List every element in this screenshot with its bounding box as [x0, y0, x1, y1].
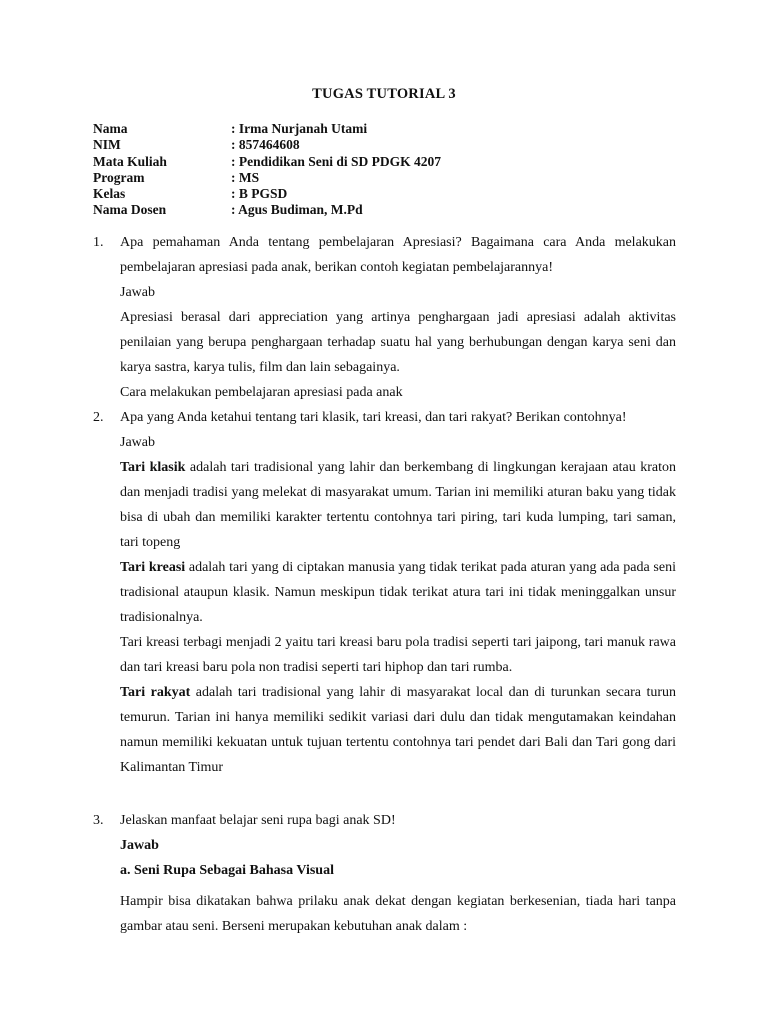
question-number: 3.: [93, 813, 104, 828]
identity-value: : Irma Nurjanah Utami: [231, 121, 368, 136]
answer-paragraph-klasik: [120, 455, 676, 555]
section-subheading: a. Seni Rupa Sebagai Bahasa Visual: [120, 863, 334, 878]
question-text: Apa yang Anda ketahui tentang tari klasik, tari kreasi, dan tari rakyat? Berikan contohnya!: [120, 410, 627, 425]
identity-value: : 857464608: [231, 137, 300, 153]
question-3: [93, 808, 676, 939]
answer-paragraph: Apresiasi berasal dari appreciation yang artinya penghargaan jadi apresiasi adalah aktivitas penilaian yang berupa penghargaan terhadap suatu hal yang berhubungan dengan karya seni dan karya sastra, karya tulis, film dan lain sebagainya.: [120, 310, 676, 375]
answer-label: Jawab: [120, 838, 159, 853]
question-number: 1.: [93, 235, 104, 250]
answer-label: Jawab: [120, 435, 155, 450]
answer-paragraph: Hampir bisa dikatakan bahwa prilaku anak dekat dengan kegiatan berkesenian, tiada hari tanpa gambar atau seni. Berseni merupakan kebutuhan anak dalam :: [120, 894, 676, 934]
identity-label: Nama: [93, 121, 128, 136]
question-body: [120, 230, 676, 405]
question-text: Apa pemahaman Anda tentang pembelajaran Apresiasi? Bagaimana cara Anda melakukan pembelajaran apresiasi pada anak, berikan contoh kegiatan pembelajarannya!: [120, 235, 676, 275]
question-body: [120, 808, 676, 939]
identity-label: Nama Dosen: [93, 202, 167, 218]
document-title: TUGAS TUTORIAL 3: [312, 86, 456, 102]
question-number: 2.: [93, 410, 104, 425]
identity-label: Kelas: [93, 186, 126, 202]
identity-label: Mata Kuliah: [93, 153, 167, 169]
answer-label: Jawab: [120, 285, 155, 300]
term-tari-kreasi: Tari kreasi: [120, 560, 186, 575]
term-tari-rakyat: Tari rakyat: [120, 685, 191, 700]
term-tari-klasik: Tari klasik: [120, 460, 186, 475]
answer-paragraph: Tari kreasi terbagi menjadi 2 yaitu tari kreasi baru pola tradisi seperti tari jaipong, tari manuk rawa dan tari kreasi baru pola non tradisi seperti tari hiphop dan tari rumba.: [120, 635, 676, 675]
identity-label: Program: [93, 169, 145, 185]
definition-text: adalah tari yang di ciptakan manusia yang tidak terikat pada aturan yang ada pada seni tradisional ataupun klasik. Namun meskipun tidak terikat atura tari ini tidak meninggalkan unsur tradisionalnya.: [120, 560, 676, 625]
definition-text: adalah tari tradisional yang lahir di masyarakat local dan di turunkan secara turun temurun. Tarian ini hanya memiliki sedikit variasi dari dulu dan tidak mengutamakan keindahan namun memiliki kekuatan untuk tujuan tertentu contohnya tari pendet dari Bali dan Tari gong dari Kalimantan Timur: [120, 685, 676, 775]
question-body: [120, 405, 676, 780]
question-1: [93, 230, 676, 405]
question-2: [93, 405, 676, 780]
answer-paragraph: Cara melakukan pembelajaran apresiasi pada anak: [120, 385, 403, 400]
answer-paragraph-kreasi: [120, 555, 676, 630]
identity-value: : Agus Budiman, M.Pd: [231, 202, 363, 218]
identity-value: : B PGSD: [231, 186, 288, 202]
identity-label: NIM: [93, 137, 121, 153]
definition-text: adalah tari tradisional yang lahir dan berkembang di lingkungan kerajaan atau kraton dan menjadi tradisi yang melekat di masyarakat umum. Tarian ini memiliki aturan baku yang tidak bisa di ubah dan memiliki karakter tertentu contohnya tari piring, tari kuda lumping, tari saman, tari topeng: [120, 460, 676, 550]
question-text: Jelaskan manfaat belajar seni rupa bagi anak SD!: [120, 813, 396, 828]
answer-paragraph-rakyat: [120, 680, 676, 780]
identity-value: : Pendidikan Seni di SD PDGK 4207: [231, 153, 442, 169]
identity-value: : MS: [231, 169, 260, 185]
